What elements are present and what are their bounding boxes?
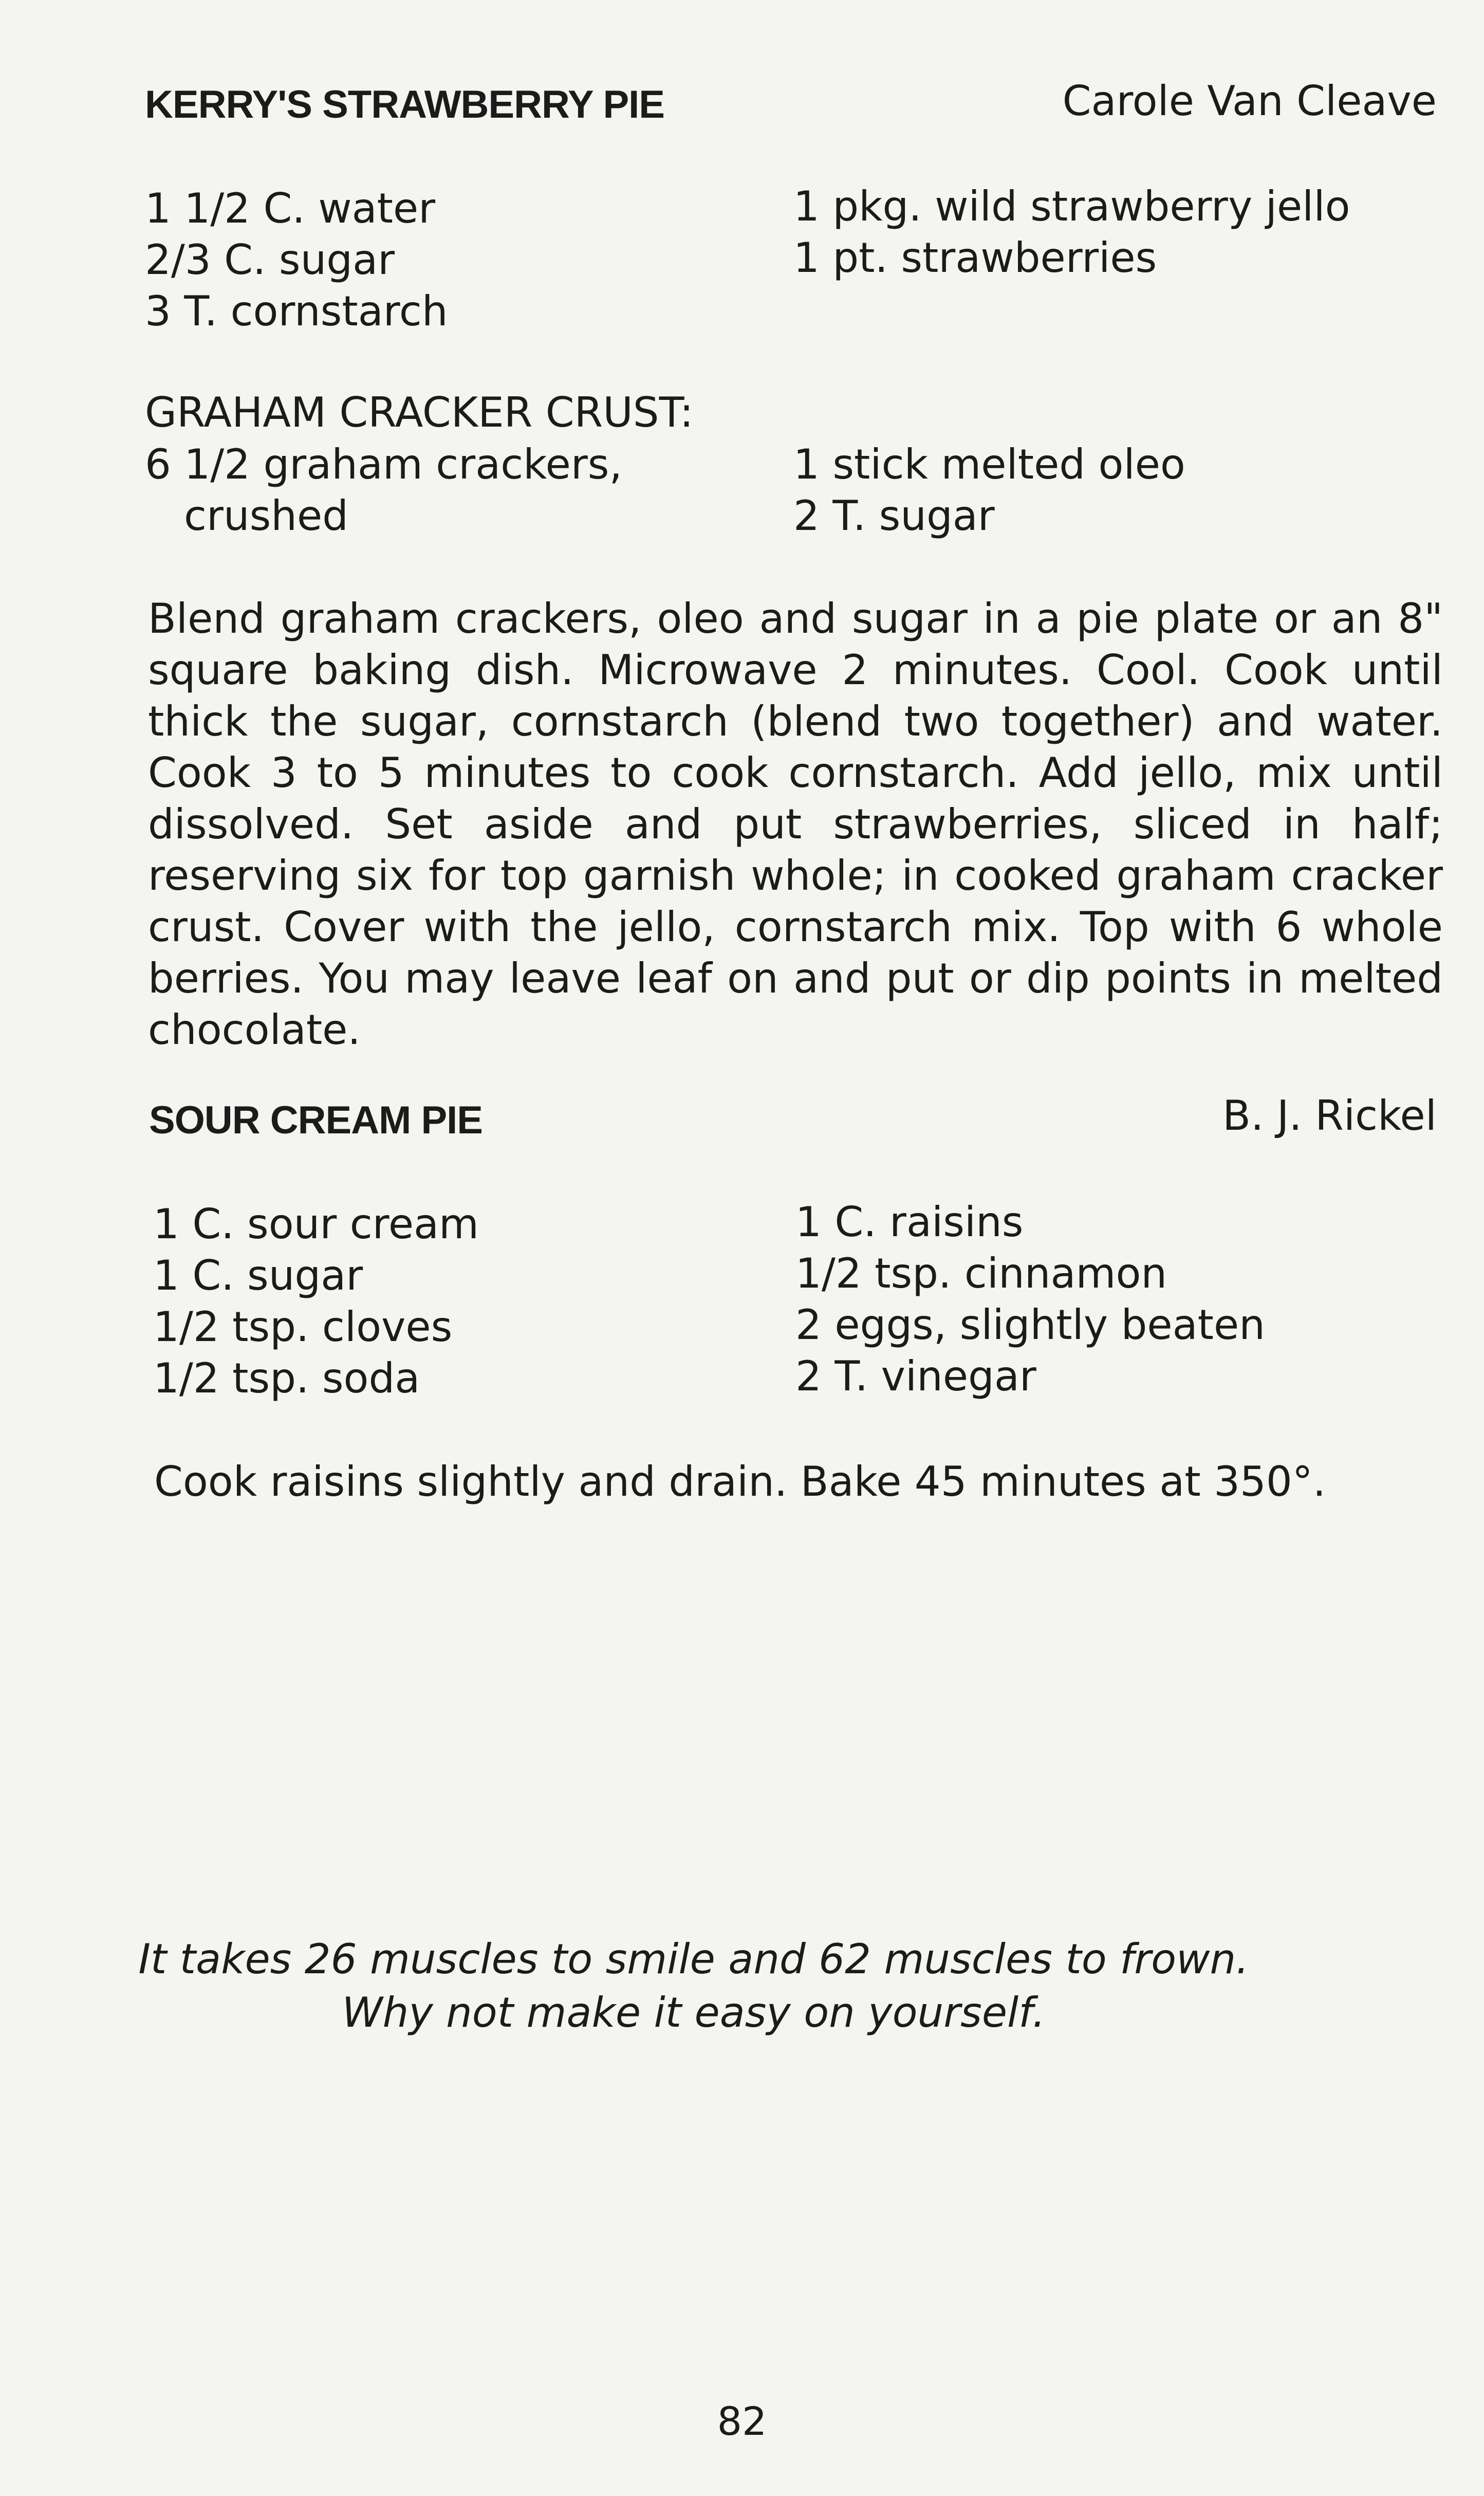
ingredient-item: crushed bbox=[184, 492, 348, 540]
ingredient-item: 2 T. sugar bbox=[793, 492, 995, 540]
recipe-author: Carole Van Cleave bbox=[1062, 77, 1437, 125]
ingredient-item: 1 C. sugar bbox=[153, 1252, 363, 1299]
ingredients-left-column bbox=[153, 1199, 479, 1404]
quote bbox=[103, 1933, 1285, 2040]
recipe-author: B. J. Rickel bbox=[1222, 1092, 1437, 1140]
ingredient-item: 1 pkg. wild strawberry jello bbox=[793, 182, 1350, 230]
recipe-directions: Cook raisins slightly and drain. Bake 45 minutes at 350°. bbox=[154, 1458, 1326, 1506]
ingredients-right-column bbox=[793, 181, 1350, 284]
ingredient-item: 6 1/2 graham crackers, bbox=[145, 441, 622, 488]
ingredient-item: 2 eggs, slightly beaten bbox=[795, 1301, 1265, 1349]
crust-ingredients-left bbox=[145, 439, 622, 542]
ingredients-left-column bbox=[145, 183, 448, 337]
ingredient-item: 1/2 tsp. cloves bbox=[153, 1303, 453, 1351]
quote-line: Why not make it easy on yourself. bbox=[342, 1989, 1046, 2036]
ingredient-item: 1/2 tsp. soda bbox=[153, 1354, 420, 1402]
ingredient-item: 1 C. raisins bbox=[795, 1198, 1024, 1246]
page-number: 82 bbox=[717, 2398, 767, 2444]
ingredient-item: 1 C. sour cream bbox=[153, 1200, 479, 1248]
ingredient-item: 2/3 C. sugar bbox=[145, 236, 395, 284]
recipe-directions: Blend graham crackers, oleo and sugar in a pie plate or an 8" square baking dish. Microwave 2 minutes. Cool. Cook until thick the sugar, cornstarch (blend two together) and water. Cook 3 to 5 minutes to cook cornstarch. Add jello, mix until dissolved. Set aside and put strawberries, sliced in half; reserving six for top garnish whole; in cooked graham cracker crust. Cover with the jello, cornstarch mix. Top with 6 whole berries. You may leave leaf on and put or dip points in melted chocolate. bbox=[148, 595, 1443, 1054]
ingredient-item: 1 1/2 C. water bbox=[145, 185, 436, 232]
recipe-title: KERRY'S STRAWBERRY PIE bbox=[145, 83, 664, 126]
crust-ingredients-right bbox=[793, 439, 1185, 542]
quote-line: It takes 26 muscles to smile and 62 muscles to frown. bbox=[138, 1935, 1249, 1983]
ingredient-item: 1 stick melted oleo bbox=[793, 441, 1185, 488]
ingredient-item: 1 pt. strawberries bbox=[793, 234, 1157, 282]
ingredients-right-column bbox=[795, 1197, 1265, 1402]
ingredient-item: 2 T. vinegar bbox=[795, 1352, 1036, 1400]
ingredient-item: 3 T. cornstarch bbox=[145, 287, 448, 335]
crust-heading: GRAHAM CRACKER CRUST: bbox=[145, 389, 694, 436]
ingredient-item: 1/2 tsp. cinnamon bbox=[795, 1250, 1167, 1297]
recipe-title: SOUR CREAM PIE bbox=[149, 1098, 483, 1142]
